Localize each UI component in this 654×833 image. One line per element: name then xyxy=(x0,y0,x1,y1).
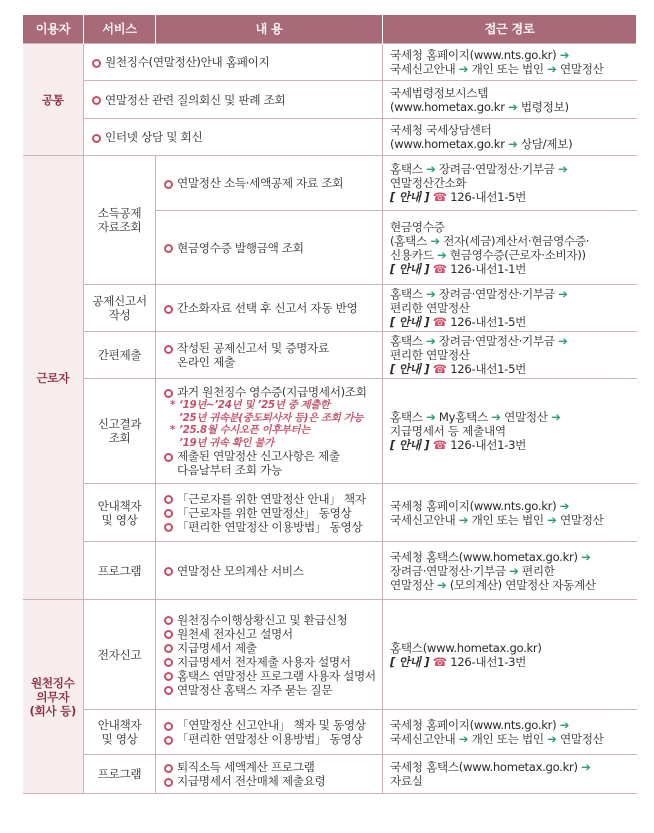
right-arrow-icon: ➔ xyxy=(581,549,591,564)
guide-label: [ 안내 ] xyxy=(390,362,430,376)
right-arrow-icon: ➔ xyxy=(437,247,447,262)
path-text: 연말정산 xyxy=(390,577,434,592)
content-item: 연말정산 소득·세액공제 자료 조회 xyxy=(162,176,376,190)
guide-line xyxy=(390,315,630,329)
right-arrow-icon: ➔ xyxy=(581,760,591,774)
header-user: 이용자 xyxy=(23,15,84,44)
service-label: 간편제출 xyxy=(97,348,142,362)
right-arrow-icon: ➔ xyxy=(426,334,436,348)
table-row xyxy=(23,332,637,379)
right-arrow-icon: ➔ xyxy=(458,62,469,76)
note-line: * ’25.8월 수시오픈 이후부터는 xyxy=(170,424,310,436)
service-cell xyxy=(84,156,156,285)
path-line xyxy=(390,732,630,746)
content-cell xyxy=(156,542,383,600)
right-arrow-icon: ➔ xyxy=(547,512,557,527)
path-line xyxy=(390,86,630,100)
header-service: 서비스 xyxy=(84,15,156,44)
path-text: 상담/제보) xyxy=(520,137,573,151)
path-text: (홈택스 xyxy=(390,233,427,248)
path-text: 국세청 국세상담센터 xyxy=(390,123,492,137)
right-arrow-icon: ➔ xyxy=(559,718,570,732)
table-row xyxy=(23,81,637,119)
guide-label: [ 안내 ] xyxy=(390,261,430,276)
path-text: 법령정보) xyxy=(520,99,569,114)
right-arrow-icon: ➔ xyxy=(547,62,557,76)
guide-line xyxy=(390,190,630,204)
path-text: 편리한 연말정산 xyxy=(390,301,470,315)
access-path-cell xyxy=(383,484,637,542)
note-line: ’25년 귀속분(중도퇴사자 등)은 조회 가능 xyxy=(179,411,363,424)
right-arrow-icon: ➔ xyxy=(559,48,570,62)
path-text: My홈택스 xyxy=(438,410,488,424)
service-label: 자료조회 xyxy=(97,220,142,234)
path-text: 현금영수증(근로자·소비자)) xyxy=(449,247,586,262)
phone-icon: ☎ xyxy=(432,190,447,204)
content-cell xyxy=(84,44,383,81)
header-content: 내 용 xyxy=(156,15,383,44)
access-path-cell xyxy=(383,379,637,484)
content-item: 연말정산 관련 질의회신 및 판례 조회 xyxy=(90,93,376,107)
content-cell xyxy=(156,156,383,211)
content-item: 「근로자를 위한 연말정산」 동영상 xyxy=(162,506,376,520)
path-text: (www.hometax.go.kr xyxy=(390,137,505,151)
content-cell xyxy=(156,755,383,794)
service-label: 공제신고서 xyxy=(92,294,147,308)
service-label: 소득공제 xyxy=(97,206,142,220)
right-arrow-icon: ➔ xyxy=(430,233,440,248)
service-cell xyxy=(84,710,156,755)
service-label: 및 영상 xyxy=(101,512,138,527)
content-item: 「근로자를 위한 연말정산 안내」 책자 xyxy=(162,492,376,506)
right-arrow-icon: ➔ xyxy=(426,162,436,176)
path-line xyxy=(390,578,630,592)
path-text: 홈택스 xyxy=(390,410,423,424)
path-text: 국세청 홈페이지(www.nts.go.kr) xyxy=(390,48,557,62)
content-item: 원천징수(연말정산)안내 홈페이지 xyxy=(90,55,376,69)
path-line xyxy=(390,100,630,114)
user-category-cell: 공통 xyxy=(23,44,84,156)
table-body xyxy=(23,44,637,794)
content-item: 퇴직소득 세액계산 프로그램 xyxy=(162,760,376,774)
path-text: 국세신고안내 xyxy=(390,62,456,76)
path-text: 국세청 홈택스(www.hometax.go.kr) xyxy=(390,549,578,564)
content-item: 지급명세서 전자제출 사용자 설명서 xyxy=(162,655,376,669)
content-item: 과거 원천징수 영수증(지급명세서)조회 xyxy=(162,385,376,399)
path-line xyxy=(390,410,630,424)
content-cell xyxy=(156,484,383,542)
service-label: 신고결과 xyxy=(97,417,142,431)
content-cell xyxy=(156,211,383,285)
right-arrow-icon: ➔ xyxy=(458,732,469,746)
right-arrow-icon: ➔ xyxy=(558,287,568,301)
content-cell xyxy=(156,600,383,710)
path-line xyxy=(390,220,630,234)
path-text: 장려금·연말정산·기부금 xyxy=(438,287,555,301)
content-cell xyxy=(84,119,383,156)
content-cell xyxy=(156,379,383,484)
path-text: 국세법령정보시스템 xyxy=(390,85,489,100)
right-arrow-icon: ➔ xyxy=(458,512,469,527)
content-cell xyxy=(156,285,383,332)
content-cell xyxy=(156,710,383,755)
path-line xyxy=(390,424,630,438)
phone-icon: ☎ xyxy=(432,438,447,452)
right-arrow-icon: ➔ xyxy=(559,498,570,513)
path-text: (모의계산) 연말정산 자동계산 xyxy=(449,577,596,592)
access-path-cell xyxy=(383,332,637,379)
phone-number: 126-내선1-5번 xyxy=(450,315,527,329)
path-text: 국세청 홈페이지(www.nts.go.kr) xyxy=(390,498,557,513)
table-row xyxy=(23,379,637,484)
path-line xyxy=(390,287,630,301)
content-item: 작성된 공제신고서 및 증명자료 온라인 제출 xyxy=(162,341,376,369)
guide-label: [ 안내 ] xyxy=(390,438,430,452)
service-label: 프로그램 xyxy=(97,563,142,578)
guide-label: [ 안내 ] xyxy=(390,315,430,329)
path-text: 지급명세서 등 제출내역 xyxy=(390,424,506,438)
service-label: 전자신고 xyxy=(97,647,142,662)
content-item: 홈택스 연말정산 프로그램 사용자 설명서 xyxy=(162,669,376,683)
path-text: 신용카드 xyxy=(390,247,434,262)
content-item: 지급명세서 전산매체 제출요령 xyxy=(162,774,376,788)
user-category-cell: 근로자 xyxy=(23,156,84,600)
table-row xyxy=(23,44,637,81)
path-line xyxy=(390,718,630,732)
path-line xyxy=(390,162,630,176)
path-text: 홈택스 xyxy=(390,162,423,176)
content-cell xyxy=(156,332,383,379)
right-arrow-icon: ➔ xyxy=(491,410,501,424)
service-cell xyxy=(84,379,156,484)
path-line xyxy=(390,348,630,362)
path-line xyxy=(390,334,630,348)
path-text: 장려금·연말정산·기부금 xyxy=(438,162,555,176)
right-arrow-icon: ➔ xyxy=(558,334,568,348)
path-text: 편리한 연말정산 xyxy=(390,348,470,362)
path-text: 연말정산 xyxy=(559,62,604,76)
phone-number: 126-내선1-3번 xyxy=(450,438,527,452)
path-text: 홈택스(www.hometax.go.kr) xyxy=(390,640,542,655)
path-text: 개인 또는 법인 xyxy=(471,732,544,746)
content-item: 원천징수이행상황신고 및 환급신청 xyxy=(162,613,376,627)
right-arrow-icon: ➔ xyxy=(551,410,561,424)
phone-number: 126-내선1-5번 xyxy=(450,190,527,204)
access-path-cell xyxy=(383,44,637,81)
path-text: 홈택스 xyxy=(390,334,423,348)
service-label: 조회 xyxy=(108,431,131,445)
table-row xyxy=(23,755,637,794)
path-text: 국세청 홈택스(www.hometax.go.kr) xyxy=(390,760,578,774)
service-cell xyxy=(84,332,156,379)
table-row xyxy=(23,542,637,600)
path-line xyxy=(390,248,630,262)
content-item: 원천세 전자신고 설명서 xyxy=(162,627,376,641)
path-line xyxy=(390,301,630,315)
service-label: 프로그램 xyxy=(97,767,142,781)
right-arrow-icon: ➔ xyxy=(509,563,519,578)
path-text: 편리한 xyxy=(521,563,555,578)
guide-label: [ 안내 ] xyxy=(390,654,430,669)
path-line xyxy=(390,760,630,774)
path-line xyxy=(390,550,630,564)
phone-number: 126-내선1-3번 xyxy=(450,654,527,669)
path-text: 개인 또는 법인 xyxy=(471,512,544,527)
content-item: 지급명세서 제출 xyxy=(162,641,376,655)
path-text: 국세청 홈페이지(www.nts.go.kr) xyxy=(390,718,557,732)
content-item: 연말정산 모의계산 서비스 xyxy=(162,564,376,578)
path-text: 장려금·연말정산·기부금 xyxy=(390,563,506,578)
path-line xyxy=(390,176,630,190)
path-line xyxy=(390,564,630,578)
service-cell xyxy=(84,542,156,600)
note-line: * ‘19년~’24년 및 ’25년 중 제출한 xyxy=(170,399,330,411)
phone-icon: ☎ xyxy=(432,261,447,276)
content-item: 「편리한 연말정산 이용방법」 동영상 xyxy=(162,520,376,534)
service-cell xyxy=(84,600,156,710)
service-cell xyxy=(84,755,156,794)
phone-number: 126-내선1-1번 xyxy=(450,261,527,276)
content-cell xyxy=(84,81,383,119)
path-text: 전자(세금)계산서·현금영수증· xyxy=(443,233,590,248)
path-text: 장려금·연말정산·기부금 xyxy=(438,334,555,348)
path-text: (www.hometax.go.kr xyxy=(390,99,505,114)
phone-icon: ☎ xyxy=(432,654,447,669)
path-line xyxy=(390,499,630,513)
table-header-row xyxy=(23,15,637,44)
user-category-cell: 원천징수 의무자 (회사 등) xyxy=(23,600,84,794)
path-text: 현금영수증 xyxy=(390,219,445,234)
content-item: 간소화자료 선택 후 신고서 자동 반영 xyxy=(162,301,376,315)
path-line xyxy=(390,137,630,151)
table-row xyxy=(23,119,637,156)
service-label: 안내책자 xyxy=(97,498,142,513)
right-arrow-icon: ➔ xyxy=(508,99,518,114)
phone-icon: ☎ xyxy=(432,362,447,376)
content-item: 「연말정산 신고안내」 책자 및 동영상 xyxy=(162,718,376,732)
content-item: 현금영수증 발행금액 조회 xyxy=(162,241,376,255)
header-access-path: 접근 경로 xyxy=(383,15,637,44)
service-cell xyxy=(84,484,156,542)
path-text: 국세신고안내 xyxy=(390,512,456,527)
phone-number: 126-내선1-5번 xyxy=(450,362,527,376)
phone-icon: ☎ xyxy=(432,315,447,329)
service-label: 및 영상 xyxy=(101,732,138,746)
path-line xyxy=(390,513,630,527)
right-arrow-icon: ➔ xyxy=(508,137,518,151)
table-row xyxy=(23,285,637,332)
guide-line xyxy=(390,362,630,376)
path-text: 개인 또는 법인 xyxy=(471,62,544,76)
path-line xyxy=(390,62,630,76)
content-item: 제출된 연말정산 신고사항은 제출 다음날부터 조회 가능 xyxy=(162,449,376,477)
guide-line xyxy=(390,655,630,669)
path-text: 연말정산 xyxy=(559,732,604,746)
access-path-cell xyxy=(383,600,637,710)
path-text: 연말정산간소화 xyxy=(390,176,467,190)
guide-line xyxy=(390,438,630,452)
access-path-cell xyxy=(383,211,637,285)
guide-line xyxy=(390,262,630,276)
path-text: 연말정산 xyxy=(504,410,548,424)
path-line xyxy=(390,48,630,62)
note-line: ’19년 귀속 확인 불가 xyxy=(179,436,274,449)
access-path-cell xyxy=(383,81,637,119)
right-arrow-icon: ➔ xyxy=(437,577,447,592)
access-path-cell xyxy=(383,755,637,794)
service-label: 작성 xyxy=(108,308,131,322)
right-arrow-icon: ➔ xyxy=(558,162,568,176)
access-path-cell xyxy=(383,285,637,332)
path-line xyxy=(390,774,630,788)
path-text: 홈택스 xyxy=(390,287,423,301)
right-arrow-icon: ➔ xyxy=(547,732,557,746)
path-line xyxy=(390,641,630,655)
service-guide-table xyxy=(22,15,637,794)
path-line xyxy=(390,123,630,137)
path-text: 국세신고안내 xyxy=(390,732,456,746)
table-row xyxy=(23,710,637,755)
right-arrow-icon: ➔ xyxy=(426,410,436,424)
service-cell xyxy=(84,285,156,332)
content-item: 인터넷 상담 및 회신 xyxy=(90,130,376,144)
right-arrow-icon: ➔ xyxy=(426,287,436,301)
access-path-cell xyxy=(383,119,637,156)
access-path-cell xyxy=(383,542,637,600)
path-text: 자료실 xyxy=(390,774,423,788)
table-row xyxy=(23,484,637,542)
table-row xyxy=(23,156,637,211)
content-item: 「편리한 연말정산 이용방법」 동영상 xyxy=(162,732,376,746)
path-text: 연말정산 xyxy=(559,512,604,527)
access-path-cell xyxy=(383,156,637,211)
path-line xyxy=(390,234,630,248)
guide-label: [ 안내 ] xyxy=(390,190,430,204)
content-item: 연말정산 홈택스 자주 묻는 질문 xyxy=(162,683,376,697)
access-path-cell xyxy=(383,710,637,755)
service-label: 안내책자 xyxy=(97,718,142,732)
table-row xyxy=(23,600,637,710)
